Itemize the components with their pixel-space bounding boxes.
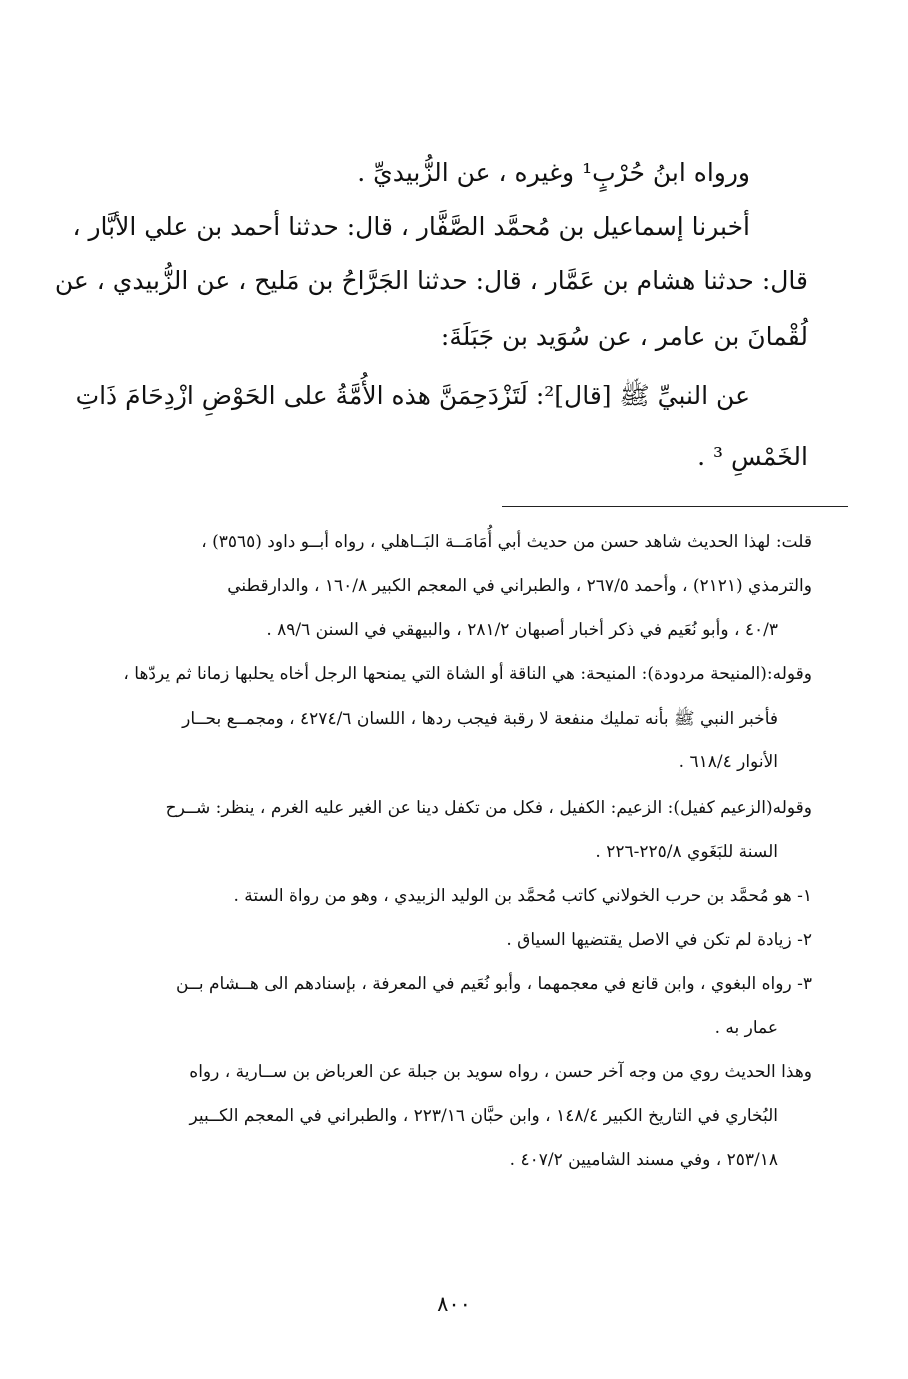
footnote-3-line-1: ٣- رواه البغوي ، وابن قانع في معجمهما ، وأبو نُعَيم في المعرفة ، بإسنادهم الى هــشام بــن <box>175 974 812 994</box>
footnote-divider <box>502 506 848 507</box>
note-4-line-2: البُخاري في التاريخ الكبير ١٤٨/٤ ، وابن حبَّان ٢٢٣/١٦ ، والطبراني في المعجم الكــبير <box>189 1106 778 1126</box>
note-3-line-2: السنة للبَغَوي ٢٢٥/٨-٢٢٦ . <box>595 842 778 862</box>
note-2-line-3: الأنوار ٦١٨/٤ . <box>678 752 778 772</box>
footnote-1: ١- هو مُحمَّد بن حرب الخولاني كاتب مُحمَّد بن الوليد الزبيدي ، وهو من رواة الستة . <box>233 886 812 906</box>
note-2-line-2: فأخبر النبي ﷺ بأنه تمليك منفعة لا رقبة فيجب ردها ، اللسان ٤٢٧٤/٦ ، ومجمــع بحــار <box>182 709 778 729</box>
main-paragraph-2-line-1: أخبرنا إسماعيل بن مُحمَّد الصَّفَّار ، قال: حدثنا أحمد بن علي الأبَّار ، <box>72 212 750 241</box>
footnote-3-line-2: عمار به . <box>714 1018 778 1038</box>
main-paragraph-2-line-3: لُقْمانَ بن عامر ، عن سُوَيد بن جَبَلَةَ: <box>440 322 808 351</box>
note-4-line-1: وهذا الحديث روي من وجه آخر حسن ، رواه سويد بن جبلة عن العرباض بن ســارية ، رواه <box>189 1062 812 1082</box>
note-1-line-3: ٤٠/٣ ، وأبو نُعَيم في ذكر أخبار أصبهان ٢٨١/٢ ، والبيهقي في السنن ٨٩/٦ . <box>266 620 778 640</box>
main-paragraph-3-line-1: عن النبيِّ ﷺ [قال]²: لَتَزْدَحِمَنَّ هذه الأُمَّةُ على الحَوْضِ ازْدِحَامَ ذَاتِ <box>75 381 750 410</box>
main-paragraph-2-line-2: قال: حدثنا هشام بن عَمَّار ، قال: حدثنا الجَرَّاحُ بن مَليح ، عن الزُّبيدي ، عن <box>54 266 808 295</box>
main-paragraph-3-line-2: الخَمْسِ ³ . <box>697 442 808 471</box>
note-3-line-1: وقوله(الزعيم كفيل): الزعيم: الكفيل ، فكل من تكفل دينا عن الغير عليه الغرم ، ينظر: شــرح <box>165 798 812 818</box>
note-1-line-2: والترمذي (٢١٢١) ، وأحمد ٢٦٧/٥ ، والطبراني في المعجم الكبير ١٦٠/٨ ، والدارقطني <box>227 576 812 596</box>
note-1-line-1: قلت: لهذا الحديث شاهد حسن من حديث أبي أُمَامَــة البَــاهلي ، رواه أبــو داود (٣٥٦٥) ، <box>201 532 812 552</box>
footnote-2: ٢- زيادة لم تكن في الاصل يقتضيها السياق . <box>506 930 812 950</box>
note-4-line-3: ٢٥٣/١٨ ، وفي مسند الشاميين ٤٠٧/٢ . <box>509 1150 778 1170</box>
page-number: ٨٠٠ <box>437 1292 471 1316</box>
main-paragraph-1: ورواه ابنُ حُرْبٍ¹ وغيره ، عن الزُّبيديِّ . <box>357 158 750 187</box>
note-2-line-1: وقوله:(المنيحة مردودة): المنيحة: هي الناقة أو الشاة التي يمنحها الرجل أخاه يحلبها زمانا ثم يردّها ، <box>123 664 812 684</box>
